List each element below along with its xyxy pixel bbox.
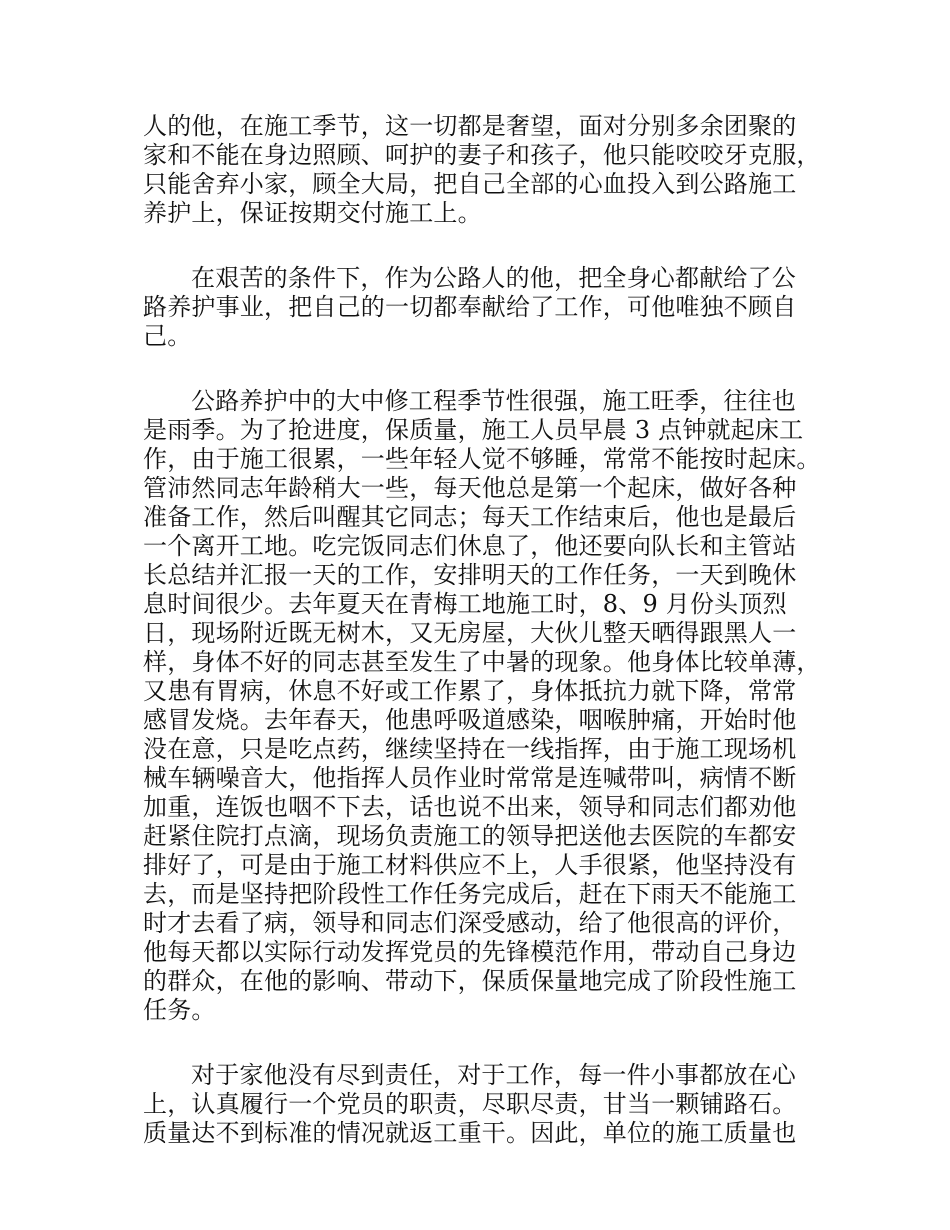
text-line: 排好了，可是由于施工材料供应不上，人手很紧，他坚持没有 xyxy=(143,851,797,879)
paragraph-3 xyxy=(143,387,821,1025)
text-line: 任务。 xyxy=(143,996,216,1024)
text-line: 是雨季。为了抢进度，保质量，施工人员早晨 3 点钟就起床工 xyxy=(143,416,804,444)
text-line: 养护上，保证按期交付施工上。 xyxy=(143,199,482,227)
text-line: 对于家他没有尽到责任，对于工作，每一件小事都放在心 xyxy=(191,1061,796,1089)
text-line: 时才去看了病，领导和同志们深受感动，给了他很高的评价， xyxy=(143,909,797,937)
text-line: 他每天都以实际行动发挥党员的先锋模范作用，带动自己身边 xyxy=(143,938,797,966)
text-line: 械车辆噪音大，他指挥人员作业时常常是连喊带叫，病情不断 xyxy=(143,764,797,792)
text-line: 没在意，只是吃点药，继续坚持在一线指挥，由于施工现场机 xyxy=(143,735,797,763)
paragraph-2 xyxy=(143,264,815,351)
text-line: 感冒发烧。去年春天，他患呼吸道感染，咽喉肿痛，开始时他 xyxy=(143,706,797,734)
document-body xyxy=(143,112,821,1184)
text-line: 己。 xyxy=(143,322,192,350)
text-line: 样，身体不好的同志甚至发生了中暑的现象。他身体比较单薄， xyxy=(143,648,821,676)
text-line: 在艰苦的条件下，作为公路人的他，把全身心都献给了公 xyxy=(191,264,796,292)
text-line: 人的他，在施工季节，这一切都是奢望，面对分别多余团聚的 xyxy=(143,112,797,140)
text-line: 加重，连饭也咽不下去，话也说不出来，领导和同志们都劝他 xyxy=(143,793,797,821)
text-line: 息时间很少。去年夏天在青梅工地施工时，8、9 月份头顶烈 xyxy=(143,590,787,618)
text-line: 长总结并汇报一天的工作，安排明天的工作任务，一天到晚休 xyxy=(143,561,797,589)
text-line: 日，现场附近既无树木，又无房屋，大伙儿整天晒得跟黑人一 xyxy=(143,619,797,647)
text-line: 的群众，在他的影响、带动下，保质保量地完成了阶段性施工 xyxy=(143,967,797,995)
text-line: 公路养护中的大中修工程季节性很强，施工旺季，往往也 xyxy=(191,387,796,415)
text-line: 去，而是坚持把阶段性工作任务完成后，赶在下雨天不能施工 xyxy=(143,880,797,908)
text-line: 一个离开工地。吃完饭同志们休息了，他还要向队长和主管站 xyxy=(143,532,797,560)
text-line: 准备工作，然后叫醒其它同志；每天工作结束后，他也是最后 xyxy=(143,503,797,531)
paragraph-4 xyxy=(143,1061,815,1148)
text-line: 管沛然同志年龄稍大一些，每天他总是第一个起床，做好各种 xyxy=(143,474,797,502)
text-line: 家和不能在身边照顾、呵护的妻子和孩子，他只能咬咬牙克服， xyxy=(143,141,821,169)
text-line: 上，认真履行一个党员的职责，尽职尽责，甘当一颗铺路石。 xyxy=(143,1090,797,1118)
text-line: 赶紧住院打点滴，现场负责施工的领导把送他去医院的车都安 xyxy=(143,822,797,850)
text-line: 又患有胃病，休息不好或工作累了，身体抵抗力就下降，常常 xyxy=(143,677,797,705)
text-line: 质量达不到标准的情况就返工重干。因此，单位的施工质量也 xyxy=(143,1119,797,1147)
text-line: 只能舍弃小家，顾全大局，把自己全部的心血投入到公路施工 xyxy=(143,170,797,198)
text-line: 路养护事业，把自己的一切都奉献给了工作，可他唯独不顾自 xyxy=(143,293,797,321)
paragraph-1 xyxy=(143,112,821,228)
text-line: 作，由于施工很累，一些年轻人觉不够睡，常常不能按时起床。 xyxy=(143,445,821,473)
